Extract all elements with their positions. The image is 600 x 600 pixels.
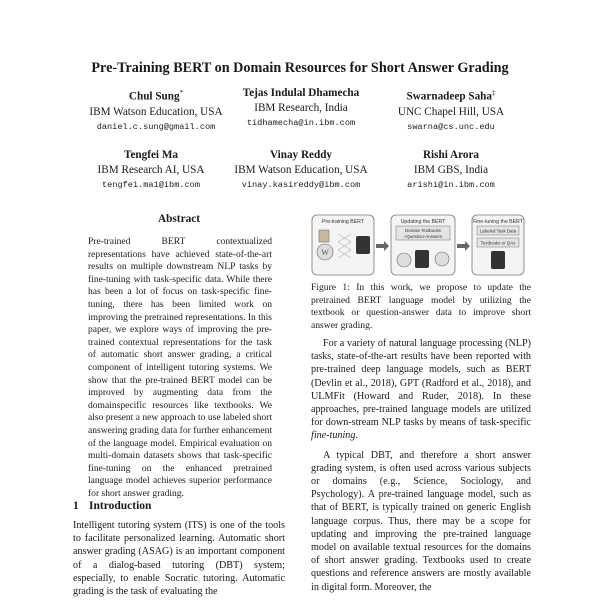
svg-text:Domain Textbooks: Domain Textbooks bbox=[404, 228, 442, 233]
author-affiliation: IBM Research AI, USA bbox=[97, 164, 205, 176]
arrow-icon bbox=[376, 241, 389, 251]
author-name: Tengfei Ma bbox=[124, 149, 178, 161]
svg-text:W: W bbox=[321, 248, 329, 257]
emphasis: fine-tuning bbox=[311, 430, 356, 442]
author-email: tengfei.ma1@ibm.com bbox=[102, 180, 200, 190]
figure-diagram bbox=[311, 212, 525, 278]
author-email: tidhamecha@in.ibm.com bbox=[246, 118, 356, 128]
right-column bbox=[311, 337, 531, 594]
author-affiliation: IBM Watson Education, USA bbox=[234, 164, 368, 176]
paragraph: For a variety of natural language processing (NLP) tasks, state-of-the-art results have been reported with pre-trained deep language models, such as BERT (Devlin et al., 2018), GPT (Radford et al., 2018), and ULMFit (Howard and Ruder, 2018). In these approaches, pre-trained language models are utilized for down-stream NLP tasks by means of task-specific fine-tuning. bbox=[311, 338, 531, 442]
paragraph: A typical DBT, and therefore a short answer grading system, is often used across various subjects or domains (e.g., Science, Sociology, and Psychology). A pre-trained language model, such as that of BERT, is typically trained on generic English language corpus. Thus, there may be a scope for updating and improving the pre-trained language model on available textual resources for the domains of short answer grading. Textbooks used to create questions and reference answers are mostly available in digital form. Moreover, the bbox=[311, 449, 531, 593]
author-affiliation: IBM Research, India bbox=[254, 102, 348, 114]
author-email: daniel.c.sung@gmail.com bbox=[96, 121, 216, 132]
model-icon bbox=[356, 236, 370, 254]
author-name: Chul Sung* bbox=[128, 89, 184, 103]
author-name: Swarnadeep Saha‡ bbox=[406, 89, 496, 103]
svg-text:Textbooks or QAs: Textbooks or QAs bbox=[480, 240, 516, 246]
author-block-3 bbox=[366, 86, 536, 135]
wikipedia-globe-icon bbox=[435, 252, 449, 266]
abstract-body: Pre-trained BERT contextualized representations have achieved state-of-the-art results on multiple downstream NLP tasks by fine-tuning with task-specific data. While there has been a lot of focus on task-specific fine-tuning, there has been limited work on improving the pretrained representations. In this paper, we explore ways of improving the pre-trained contextual representations for the task of automatic short answer grading, a critical component of intelligent tutoring systems. We show that the pre-trained BERT model can be improved by augmenting data from the domainspecific resources like textbooks. We also present a new approach to use labeled short answering grading data for further enhancement of the language model. Empirical evaluation on multi-domain datasets shows that task-specific fine-tuning on the enhanced pretrained language model achieves superior performance for short answer grading. bbox=[88, 236, 272, 499]
introduction-body: Intelligent tutoring system (ITS) is one of the tools to facilitate personalized learning. Automatic short answer grading (ASAG) is an important component of a dialog-based tutoring (DBT) system; especially, to enable Socratic tutoring. Automatic grading is the task of evaluating the bbox=[73, 520, 285, 598]
model-icon bbox=[415, 250, 429, 268]
author-block-2 bbox=[216, 86, 386, 131]
wikipedia-globe-icon bbox=[397, 253, 411, 267]
book-icon bbox=[319, 230, 329, 242]
author-email: arishi@in.ibm.com bbox=[407, 180, 495, 190]
arrow-icon bbox=[457, 241, 470, 251]
section-heading bbox=[73, 500, 151, 512]
author-email: swarna@cs.unc.edu bbox=[407, 121, 495, 132]
section-number: 1 bbox=[73, 500, 79, 512]
author-name: Vinay Reddy bbox=[269, 149, 333, 161]
panel-pretraining-title: Pre-training BERT bbox=[322, 219, 364, 225]
author-affiliation: IBM GBS, India bbox=[413, 164, 489, 176]
author-name: Rishi Arora bbox=[422, 149, 480, 161]
author-block-4 bbox=[66, 148, 236, 193]
figure-caption: Figure 1: In this work, we propose to update the pretrained BERT language model by utilizing the textbook or question-answer data to improve short answer grading. bbox=[311, 282, 531, 331]
author-affiliation: UNC Chapel Hill, USA bbox=[397, 105, 505, 118]
section-title: Introduction bbox=[89, 500, 152, 512]
svg-text:Labeled Task Data: Labeled Task Data bbox=[479, 228, 517, 234]
svg-text:+Question-Answers: +Question-Answers bbox=[403, 234, 443, 239]
author-name: Tejas Indulal Dhamecha bbox=[242, 87, 360, 99]
model-icon bbox=[491, 251, 505, 269]
paper-title: Pre-Training BERT on Domain Resources for Short Answer Grading bbox=[91, 60, 509, 76]
figure-1 bbox=[311, 212, 525, 278]
panel-updating-title: Updating the BERT bbox=[400, 219, 446, 225]
author-block-5 bbox=[216, 148, 386, 193]
author-block-6 bbox=[366, 148, 536, 193]
author-affiliation: IBM Watson Education, USA bbox=[89, 105, 223, 118]
author-email: vinay.kasireddy@ibm.com bbox=[241, 180, 361, 190]
abstract-heading: Abstract bbox=[157, 213, 201, 225]
panel-finetuning-title: Fine-tuning the BERT bbox=[473, 219, 523, 225]
